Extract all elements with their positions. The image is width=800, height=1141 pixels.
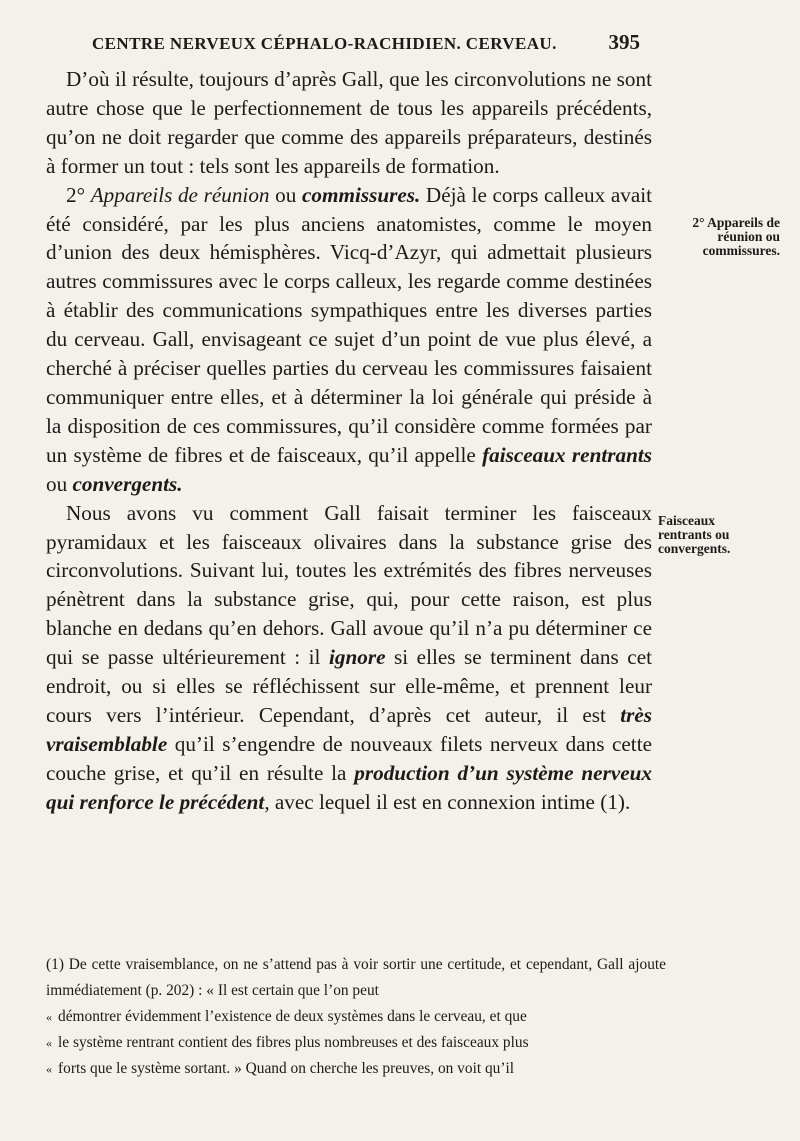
quote-mark: «: [46, 1036, 52, 1050]
paragraph-commissures: [46, 181, 652, 499]
margin-note-faisceaux: Faisceaux rentrants ou convergents.: [658, 513, 731, 556]
term-ou: ou: [46, 471, 73, 496]
emphasis-production: production d’un système nerveux qui renforce le précédent: [46, 760, 653, 814]
footnote-line-2-text: démontrer évidemment l’existence de deux systèmes dans le cerveau, et que: [58, 1008, 527, 1025]
term-convergents: convergents.: [72, 471, 183, 496]
page-number: 395: [608, 30, 640, 54]
footnote-line-2: [46, 1004, 666, 1030]
emphasis-ignore: ignore: [328, 645, 386, 670]
paragraph-3-text-b: si elles se terminent dans cet endroit, ou si elles se réfléchissent sur elle-même, et prennent leur cours vers l’intérieur. Cependant, d’après cet auteur, il est: [46, 645, 652, 727]
footnote: [46, 952, 666, 1082]
section-title-commissures: commissures.: [301, 182, 421, 207]
paragraph-gall: [46, 499, 652, 817]
footnote-line-1: (1) De cette vraisemblance, on ne s’attend pas à voir sortir une certitude, et cependant, Gall ajoute immédiatement (p. 202) : « Il est certain que l’on peut: [46, 956, 666, 999]
section-number: 2°: [66, 182, 91, 207]
quote-mark: «: [46, 1062, 52, 1076]
emphasis-tres-vraisemblable: très vraisemblable: [46, 702, 652, 756]
paragraph-formation: [46, 65, 652, 181]
margin-note-commissures: 2° Appareils de réunion ou commissures.: [692, 215, 780, 258]
section-title-reunion: Appareils de réunion: [90, 182, 270, 207]
section-title-ou: ou: [269, 182, 302, 207]
paragraph-1-text: D’où il résulte, toujours d’après Gall, que les circonvolutions ne sont autre chose que le perfectionnement de tous les appareils précédents, qu’on ne doit regarder que comme des appareils préparateurs, destinés à former un tout : tels sont les appareils de formation.: [46, 67, 652, 178]
quote-mark: «: [46, 1010, 52, 1024]
paragraph-3-text-c: qu’il s’engendre de nouveaux filets nerveux dans cette couche grise, et qu’il en résulte la: [46, 731, 652, 785]
footnote-line-3: [46, 1030, 666, 1056]
running-title: CENTRE NERVEUX CÉPHALO-RACHIDIEN. CERVEAU.: [92, 34, 557, 53]
footnote-line-3-text: le système rentrant contient des fibres plus nombreuses et des faisceaux plus: [58, 1034, 529, 1051]
term-faisceaux-rentrants: faisceaux rentrants: [482, 442, 653, 467]
paragraph-2-text: Déjà le corps calleux avait été considéré, par les plus anciens anatomistes, comme le moyen d’union des deux hémisphères. Vicq-d’Azyr, qui admettait plusieurs autres commissures avec le corps calleux, les regarde comme destinées à établir des communications sympathiques entre les diverses parties du cerveau. Gall, envisageant ce sujet d’un point de vue plus élevé, a cherché à préciser quelles parties du cerveau les commissures faisaient communiquer entre elles, et à déterminer la loi générale qui préside à la disposition de ces commissures, qu’il considère comme formées par un système de fibres et de faisceaux, qu’il appelle: [46, 182, 653, 467]
footnote-line-4: [46, 1056, 666, 1082]
footnote-line-4-text: forts que le système sortant. » Quand on cherche les preuves, on voit qu’il: [58, 1060, 515, 1077]
paragraph-3-text-a: Nous avons vu comment Gall faisait terminer les faisceaux pyramidaux et les faisceaux olivaires dans la substance grise des circonvolutions. Suivant lui, toutes les extrémités des fibres nerveuses pénètrent dans la substance grise, qui, pour cette raison, est plus blanche en dedans qu’en dehors. Gall avoue qu’il n’a pu déterminer ce qui se passe ultérieurement : il: [46, 500, 652, 670]
running-header: [92, 30, 640, 55]
main-text: [46, 65, 652, 817]
paragraph-3-text-d: , avec lequel il est en connexion intime (1).: [264, 789, 631, 814]
